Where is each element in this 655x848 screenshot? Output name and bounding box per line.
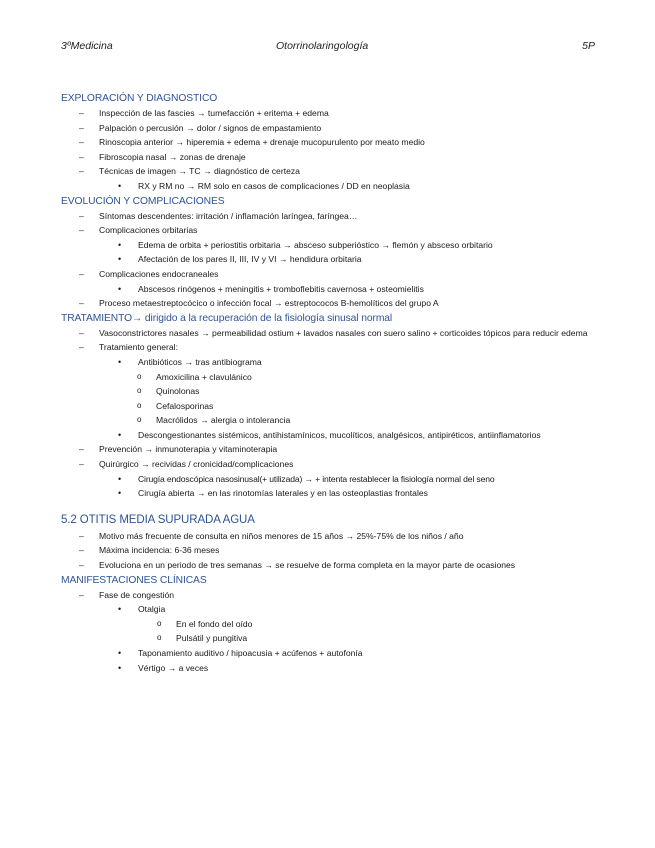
list-item: – Máxima incidencia: 6-36 meses: [61, 543, 594, 558]
list-item: – Fibroscopia nasal → zonas de drenaje: [61, 150, 594, 165]
circle-marker: o: [137, 386, 142, 396]
bullet-marker: •: [118, 283, 122, 294]
header-page: 5P: [582, 40, 595, 52]
list-item: – Rinoscopia anterior → hiperemia + edema + drenaje mucopurulento por meato medio: [61, 135, 594, 150]
dash-marker: –: [79, 459, 84, 470]
dash-marker: –: [79, 530, 84, 541]
document-body: [61, 91, 594, 675]
dash-marker: –: [79, 589, 84, 600]
list-item: – Quirúrgico → recividas / cronicidad/complicaciones: [61, 457, 594, 472]
bullet-marker: •: [118, 239, 122, 250]
section-heading-otitis: 5.2 OTITIS MEDIA SUPURADA AGUA: [61, 513, 255, 526]
list-subsubitem: o Quinolonas: [61, 384, 594, 399]
list-subitem: • Edema de orbita + periostitis orbitaria → absceso subperióstico → flemón y absceso orbitario: [61, 238, 594, 253]
header-subject: Otorrinolaringología: [276, 40, 369, 52]
list-subitem: • Taponamiento auditivo / hipoacusia + acúfenos + autofonía: [61, 646, 594, 661]
list-subsubitem: o En el fondo del oído: [61, 617, 594, 632]
list-subsubitem: o Amoxicilina + clavulánico: [61, 370, 594, 385]
list-subitem: • Cirugía abierta → en las rinotomías laterales y en las osteoplastias frontales: [61, 486, 594, 501]
dash-marker: –: [79, 268, 84, 279]
list-item: – Inspección de las fascies → tumefacción + eritema + edema: [61, 106, 594, 121]
list-item: – Tratamiento general:: [61, 340, 594, 355]
list-subsubitem: o Cefalosporinas: [61, 399, 594, 414]
list-subitem: • Descongestionantes sistémicos, antihistamínicos, mucolíticos, analgésicos, antipiréticos, antiinflamatorios: [61, 428, 594, 443]
list-item: – Proceso metaestreptocócico o infección focal → estreptococos B-hemolíticos del grupo A: [61, 296, 594, 311]
list-item: – Técnicas de imagen → TC → diagnóstico de certeza: [61, 164, 594, 179]
list-subsubitem: o Pulsátil y pungitiva: [61, 631, 594, 646]
list-item: – Motivo más frecuente de consulta en niños menores de 15 años → 25%-75% de los niños / año: [61, 529, 594, 544]
bullet-marker: •: [118, 180, 122, 191]
bullet-marker: •: [118, 662, 122, 673]
list-subitem: • Abscesos rinógenos + meningitis + tromboflebitis cavernosa + osteomielitis: [61, 282, 594, 297]
circle-marker: o: [137, 371, 142, 381]
bullet-marker: •: [118, 356, 122, 367]
section-heading-evolucion: EVOLUCIÓN Y COMPLICACIONES: [61, 195, 225, 207]
list-subitem: • Afectación de los pares II, III, IV y VI → hendidura orbitaria: [61, 252, 594, 267]
dash-marker: –: [79, 298, 84, 309]
section-heading-manifestaciones: MANIFESTACIONES CLÍNICAS: [61, 574, 207, 586]
dash-marker: –: [79, 225, 84, 236]
circle-marker: o: [137, 400, 142, 410]
bullet-marker: •: [118, 254, 122, 265]
circle-marker: o: [157, 618, 162, 628]
dash-marker: –: [79, 342, 84, 353]
header-course: 3ºMedicina: [61, 40, 113, 52]
list-subitem: • Otalgia: [61, 602, 594, 617]
list-subsubitem: o Macrólidos → alergia o intolerancia: [61, 413, 594, 428]
list-subitem: • RX y RM no → RM solo en casos de complicaciones / DD en neoplasia: [61, 179, 594, 194]
list-item: – Palpación o percusión → dolor / signos de empastamiento: [61, 121, 594, 136]
list-subitem: • Antibióticos → tras antibiograma: [61, 355, 594, 370]
bullet-marker: •: [118, 648, 122, 658]
list-item: – Prevención → inmunoterapia y vitaminoterapia: [61, 442, 594, 457]
dash-marker: –: [79, 327, 84, 338]
bullet-marker: •: [118, 473, 122, 484]
dash-marker: –: [79, 210, 84, 221]
bullet-marker: •: [118, 604, 122, 615]
dash-marker: –: [79, 560, 84, 571]
list-item: – Complicaciones orbitarias: [61, 223, 594, 238]
dash-marker: –: [79, 151, 84, 162]
section-heading-exploracion: EXPLORACIÓN Y DIAGNOSTICO: [61, 93, 218, 104]
circle-marker: o: [157, 633, 162, 643]
list-item: – Fase de congestión: [61, 588, 594, 603]
circle-marker: o: [137, 415, 142, 425]
dash-marker: –: [79, 444, 84, 455]
bullet-marker: •: [118, 429, 122, 440]
dash-marker: –: [79, 108, 84, 118]
list-subitem: • Vértigo → a veces: [61, 661, 594, 676]
section-heading-tratamiento: TRATAMIENTO→ dirigido a la recuperación de la fisiología sinusal normal: [61, 312, 393, 324]
list-item: – Síntomas descendentes: irritación / inflamación laríngea, faríngea…: [61, 209, 594, 224]
list-subitem: • Cirugía endoscópica nasosinusal(+ utilizada) → + intenta restablecer la fisiología normal del seno: [61, 472, 594, 487]
list-item: – Complicaciones endocraneales: [61, 267, 594, 282]
dash-marker: –: [79, 166, 84, 177]
list-item: – Vasoconstrictores nasales → permeabilidad ostium + lavados nasales con suero salino + corticoides tópicos para reducir edema: [61, 326, 594, 341]
dash-marker: –: [79, 137, 84, 148]
dash-marker: –: [79, 545, 84, 556]
dash-marker: –: [79, 122, 84, 133]
bullet-marker: •: [118, 488, 122, 499]
list-item: – Evoluciona en un periodo de tres semanas → se resuelve de forma completa en la mayor parte de ocasiones: [61, 558, 594, 573]
